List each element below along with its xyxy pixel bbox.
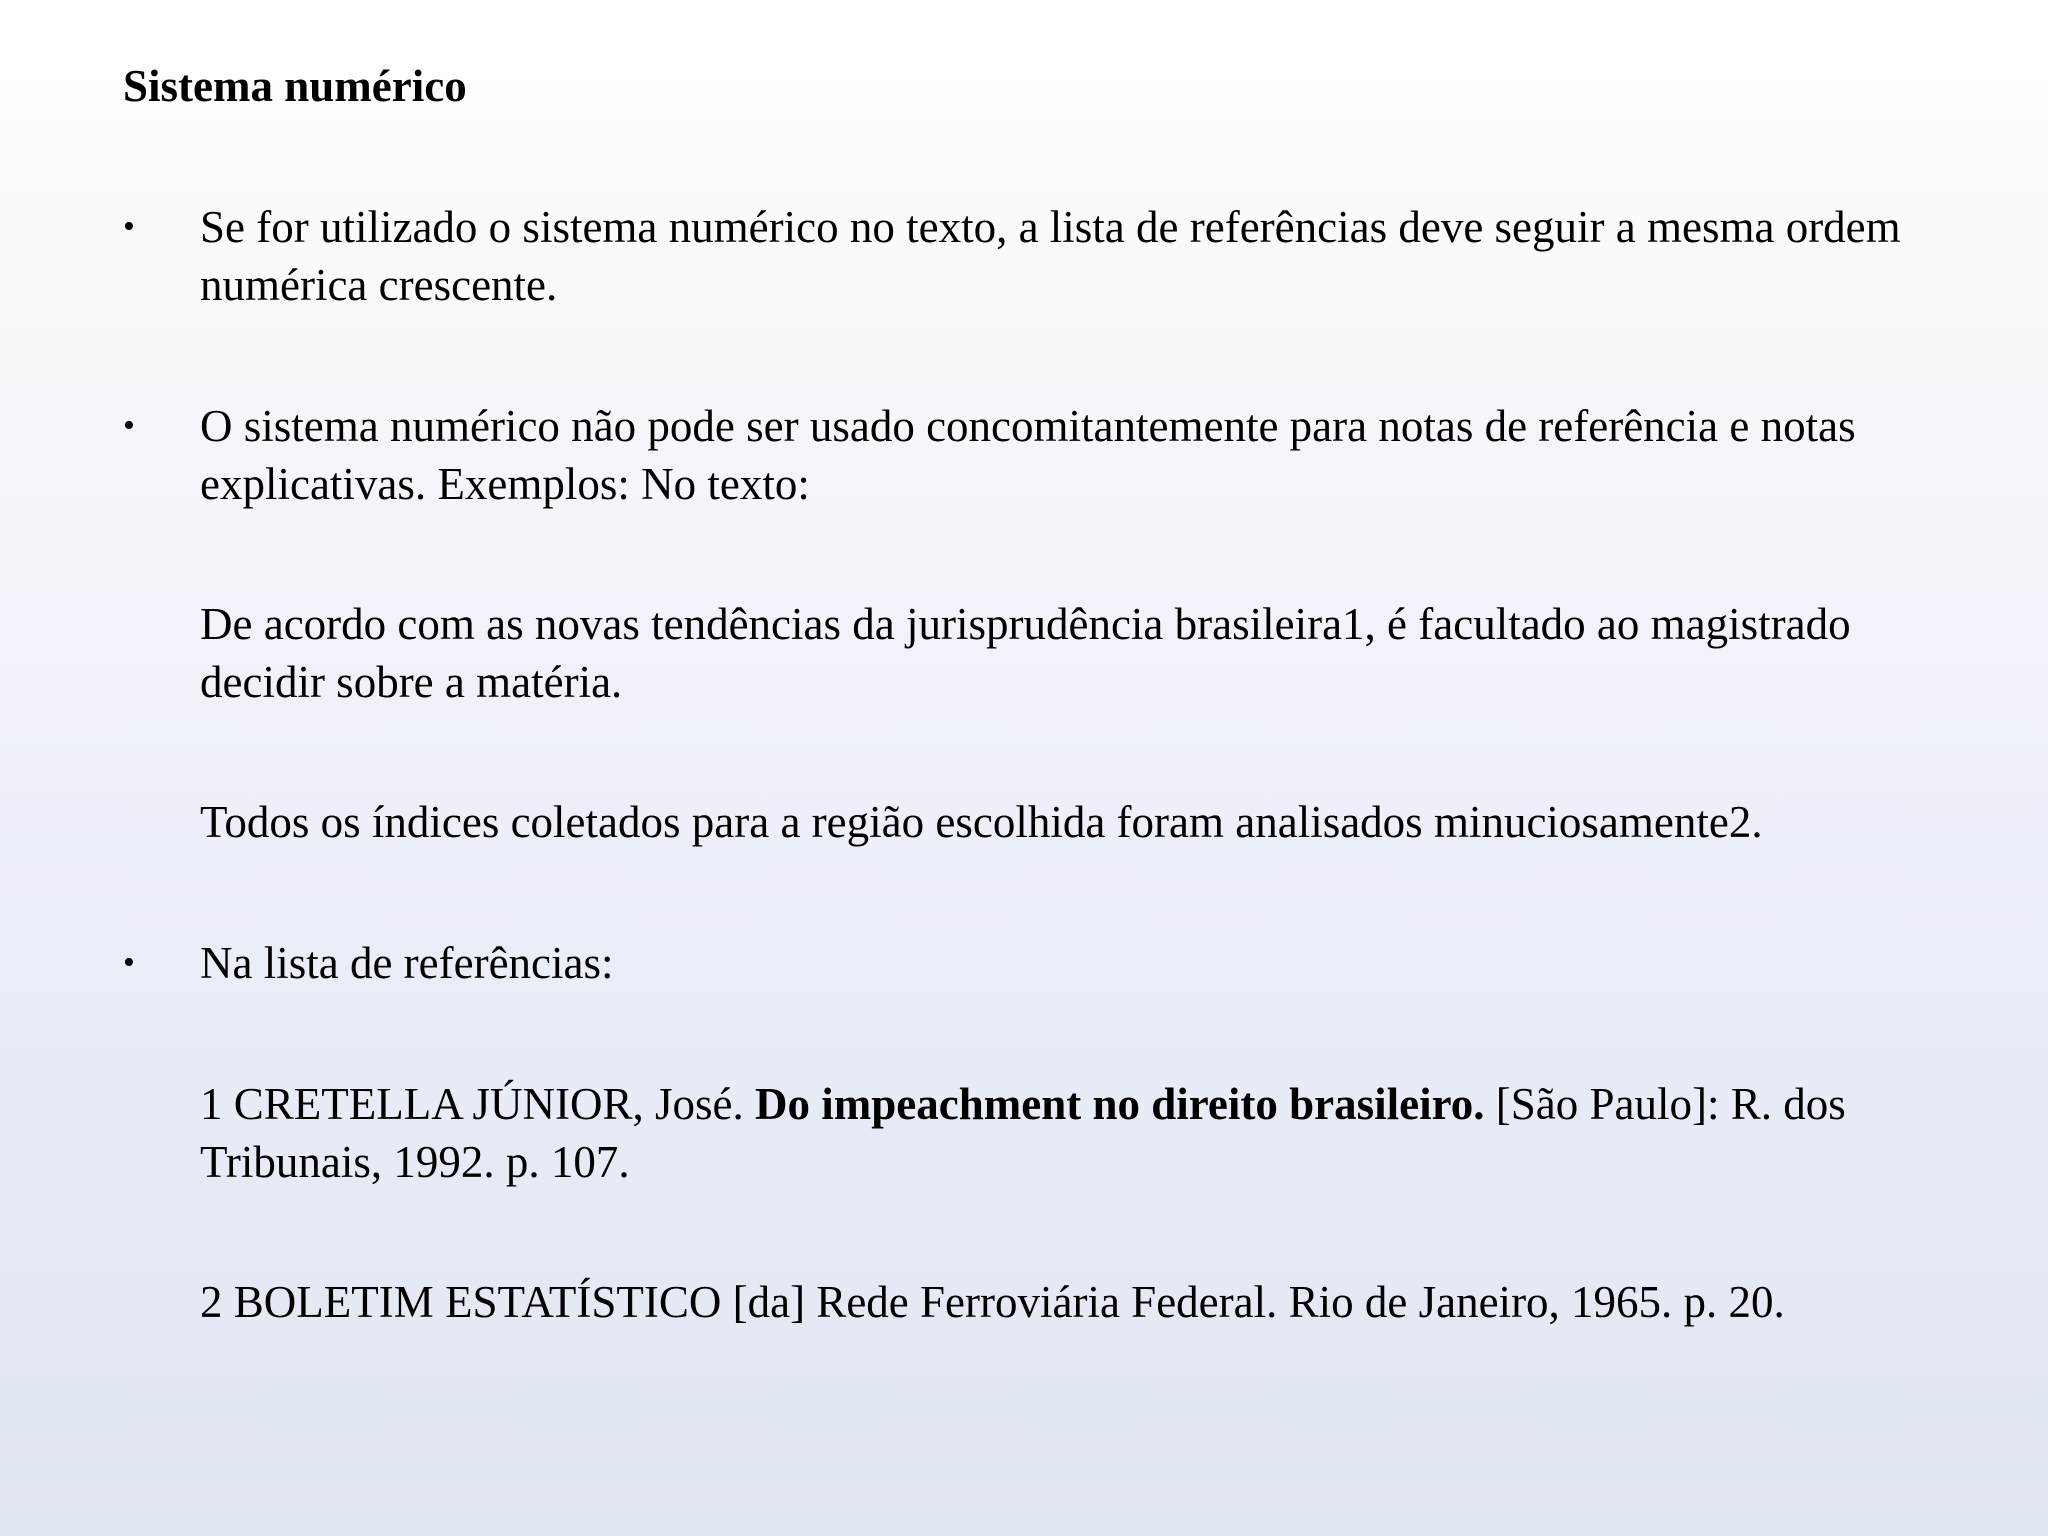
example-text-1: De acordo com as novas tendências da jurisprudência brasileira1, é facultado ao magistrado decidir sobre a matéria. [200, 599, 1851, 707]
reference-1 [200, 1075, 1980, 1191]
bullet-marker-3: • [123, 944, 135, 981]
bullet-marker-2: • [123, 407, 135, 444]
bullet-text-3: Na lista de referências: [200, 938, 614, 988]
reference-2: 2 BOLETIM ESTATÍSTICO [da] Rede Ferroviária Federal. Rio de Janeiro, 1965. p. 20. [200, 1277, 1785, 1327]
bullet-text-2: O sistema numérico não pode ser usado concomitantemente para notas de referência e notas explicativas. Exemplos: No texto: [200, 401, 1856, 509]
reference-1-suffix: [São Paulo]: R. dos Tribunais, 1992. p. 107. [200, 1079, 1846, 1187]
example-text-2: Todos os índices coletados para a região escolhida foram analisados minuciosamente2. [200, 797, 1763, 847]
bullet-marker-1: • [123, 208, 135, 245]
bullet-text-1: Se for utilizado o sistema numérico no texto, a lista de referências deve seguir a mesma ordem numérica crescente. [200, 202, 1901, 310]
reference-1-title: Do impeachment no direito brasileiro. [755, 1079, 1485, 1129]
slide-title: Sistema numérico [123, 61, 467, 111]
reference-1-prefix: 1 CRETELLA JÚNIOR, José. [200, 1079, 755, 1129]
